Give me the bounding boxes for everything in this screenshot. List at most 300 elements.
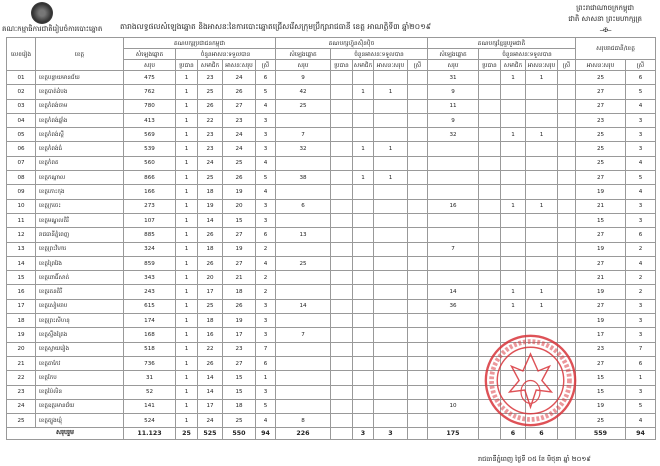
- cell-value: 32: [428, 128, 479, 142]
- row-number: 07: [7, 156, 36, 170]
- total-value: 94: [626, 428, 656, 440]
- national-motto: ជាតិ សាសនា ព្រះមហាក្សត្រ: [568, 15, 642, 23]
- cell-value: 1: [176, 314, 198, 328]
- cell-value: 23: [223, 113, 256, 127]
- cell-value: [353, 213, 374, 227]
- cell-value: [558, 156, 576, 170]
- cell-value: 2: [256, 242, 276, 256]
- cell-value: [353, 113, 374, 127]
- cell-value: 1: [374, 171, 408, 185]
- province-name: រាជធានីភ្នំពេញ: [36, 228, 124, 242]
- cell-value: 3: [626, 128, 656, 142]
- table-row: [7, 213, 656, 227]
- cell-value: 19: [576, 285, 626, 299]
- cell-value: [428, 156, 479, 170]
- province-name: ខេត្តបាត់ដំបង: [36, 85, 124, 99]
- cell-value: 569: [124, 128, 176, 142]
- cell-value: 4: [626, 185, 656, 199]
- cell-value: [558, 171, 576, 185]
- cell-value: 27: [576, 299, 626, 313]
- cell-value: [479, 199, 501, 213]
- cell-value: 5: [626, 171, 656, 185]
- cell-value: [374, 213, 408, 227]
- province-name: ខេត្តតាកែវ: [36, 356, 124, 370]
- cell-value: 1: [176, 142, 198, 156]
- cell-value: 26: [198, 356, 223, 370]
- cell-value: 26: [223, 171, 256, 185]
- total-value: [479, 428, 501, 440]
- cell-value: 3: [256, 314, 276, 328]
- row-number: 24: [7, 399, 36, 413]
- cell-value: 26: [198, 228, 223, 242]
- header-num: លេខរៀង: [7, 38, 36, 71]
- cell-value: 27: [223, 356, 256, 370]
- cell-value: 324: [124, 242, 176, 256]
- cell-value: 7: [626, 342, 656, 356]
- cell-value: [331, 299, 353, 313]
- row-number: 11: [7, 213, 36, 227]
- cell-value: [526, 242, 558, 256]
- cell-value: [353, 342, 374, 356]
- cell-value: 15: [223, 371, 256, 385]
- cell-value: 6: [626, 71, 656, 85]
- cell-value: [479, 85, 501, 99]
- cell-value: 25: [576, 142, 626, 156]
- cell-value: 17: [198, 399, 223, 413]
- province-name: ខេត្តព្រះសីហនុ: [36, 314, 124, 328]
- subheader-female: ស្រី: [256, 60, 276, 71]
- cell-value: 31: [428, 71, 479, 85]
- cell-value: 1: [374, 85, 408, 99]
- province-name: ខេត្តកោះកុង: [36, 185, 124, 199]
- cell-value: 1: [176, 113, 198, 127]
- cell-value: [526, 142, 558, 156]
- cell-value: 166: [124, 185, 176, 199]
- cell-value: 15: [223, 385, 256, 399]
- cell-value: 22: [198, 342, 223, 356]
- cell-value: [408, 342, 428, 356]
- cell-value: [374, 414, 408, 428]
- cell-value: [408, 156, 428, 170]
- cell-value: 1: [176, 213, 198, 227]
- cell-value: [558, 299, 576, 313]
- cell-value: 859: [124, 256, 176, 270]
- cell-value: 1: [526, 285, 558, 299]
- header-seats: ចំនួនអាសនៈទទួលបាន: [331, 49, 428, 60]
- cell-value: 3: [256, 199, 276, 213]
- subheader-seats-total: អាសនៈសរុប: [576, 60, 626, 71]
- cell-value: 1: [176, 399, 198, 413]
- cell-value: 560: [124, 156, 176, 170]
- cell-value: [353, 299, 374, 313]
- subheader-seats-total: អាសនៈសរុប: [374, 60, 408, 71]
- header-party-knup: គណបក្សខ្មែររួបរួមជាតិ: [428, 38, 576, 49]
- cell-value: 25: [276, 256, 331, 270]
- cell-value: [331, 128, 353, 142]
- cell-value: [353, 185, 374, 199]
- cell-value: 762: [124, 85, 176, 99]
- cell-value: [558, 213, 576, 227]
- cell-value: 1: [501, 299, 526, 313]
- cell-value: [526, 99, 558, 113]
- cell-value: [408, 299, 428, 313]
- cell-value: 539: [124, 142, 176, 156]
- cell-value: 4: [256, 156, 276, 170]
- cell-value: 19: [576, 185, 626, 199]
- cell-value: 22: [198, 113, 223, 127]
- table-row: [7, 242, 656, 256]
- cell-value: [479, 113, 501, 127]
- subheader-member: សមាជិក: [501, 60, 526, 71]
- cell-value: [558, 142, 576, 156]
- cell-value: 27: [223, 256, 256, 270]
- cell-value: [374, 113, 408, 127]
- table-row: [7, 271, 656, 285]
- header-votes: សំឡេងឆ្នោត: [124, 49, 176, 60]
- cell-value: 736: [124, 356, 176, 370]
- header-seats: ចំនួនអាសនៈទទួលបាន: [176, 49, 276, 60]
- cell-value: 615: [124, 299, 176, 313]
- cell-value: [331, 171, 353, 185]
- cell-value: 3: [256, 142, 276, 156]
- cell-value: [408, 371, 428, 385]
- province-name: ខេត្តស្ទឹងត្រែង: [36, 328, 124, 342]
- cell-value: 19: [198, 199, 223, 213]
- row-number: 21: [7, 356, 36, 370]
- cell-value: 15: [576, 371, 626, 385]
- cell-value: [501, 256, 526, 270]
- organization-name: គណៈកម្មាធិការជាតិរៀបចំការបោះឆ្នោត: [2, 25, 103, 33]
- cell-value: [331, 328, 353, 342]
- cell-value: [501, 85, 526, 99]
- cell-value: 26: [223, 85, 256, 99]
- header-grand-total: សរុបរាជធានី/ខេត្ត: [576, 38, 656, 60]
- total-value: [408, 428, 428, 440]
- cell-value: 17: [198, 285, 223, 299]
- cell-value: 343: [124, 271, 176, 285]
- cell-value: [276, 213, 331, 227]
- cell-value: [408, 199, 428, 213]
- cell-value: 26: [198, 99, 223, 113]
- cell-value: [276, 342, 331, 356]
- cell-value: 3: [256, 299, 276, 313]
- cell-value: 273: [124, 199, 176, 213]
- cell-value: 1: [353, 171, 374, 185]
- cell-value: [501, 113, 526, 127]
- subheader-female: ស្រី: [626, 60, 656, 71]
- cell-value: [276, 399, 331, 413]
- cell-value: 4: [256, 99, 276, 113]
- subheader-member: សមាជិក: [353, 60, 374, 71]
- cell-value: 24: [223, 71, 256, 85]
- cell-value: [353, 356, 374, 370]
- cell-value: 780: [124, 99, 176, 113]
- row-number: 18: [7, 314, 36, 328]
- cell-value: [501, 271, 526, 285]
- cell-value: 1: [176, 271, 198, 285]
- cell-value: [526, 256, 558, 270]
- cell-value: 25: [198, 299, 223, 313]
- cell-value: [408, 228, 428, 242]
- cell-value: [374, 128, 408, 142]
- cell-value: 27: [576, 356, 626, 370]
- province-name: ខេត្តកំពត: [36, 156, 124, 170]
- cell-value: [353, 99, 374, 113]
- cell-value: 7: [428, 242, 479, 256]
- cell-value: 1: [176, 285, 198, 299]
- cell-value: [331, 242, 353, 256]
- cell-value: 11: [428, 99, 479, 113]
- cell-value: [558, 128, 576, 142]
- cell-value: 23: [198, 128, 223, 142]
- subheader-president: ប្រធាន: [331, 60, 353, 71]
- cell-value: 6: [256, 71, 276, 85]
- row-number: 14: [7, 256, 36, 270]
- cell-value: [331, 385, 353, 399]
- table-row: [7, 128, 656, 142]
- cell-value: 3: [256, 328, 276, 342]
- cell-value: 1: [176, 299, 198, 313]
- document-title: តារាងលទ្ធផលសំឡេងឆ្នោត និងអាសនៈនៃការបោះឆ្នោតជ្រើសរើសក្រុមប្រឹក្សារាជធានី ខេត្ត អាណត្តិទី៣ ឆ្នាំ២០១៩: [120, 22, 432, 31]
- row-number: 12: [7, 228, 36, 242]
- cell-value: [331, 99, 353, 113]
- cell-value: 2: [626, 271, 656, 285]
- cell-value: 21: [576, 199, 626, 213]
- cell-value: 243: [124, 285, 176, 299]
- row-number: 23: [7, 385, 36, 399]
- cell-value: 25: [223, 414, 256, 428]
- row-number: 15: [7, 271, 36, 285]
- cell-value: 5: [626, 399, 656, 413]
- cell-value: 1: [353, 85, 374, 99]
- cell-value: 19: [576, 399, 626, 413]
- header-votes: សំឡេងឆ្នោត: [276, 49, 331, 60]
- cell-value: [501, 228, 526, 242]
- table-row: [7, 99, 656, 113]
- cell-value: 1: [176, 356, 198, 370]
- cell-value: 16: [198, 328, 223, 342]
- total-label: សរុបរួម: [7, 428, 124, 440]
- cell-value: [331, 199, 353, 213]
- cell-value: 9: [428, 85, 479, 99]
- cell-value: 14: [198, 371, 223, 385]
- cell-value: [374, 271, 408, 285]
- subheader-female: ស្រី: [408, 60, 428, 71]
- cell-value: 1: [526, 71, 558, 85]
- nec-logo: [31, 2, 53, 24]
- cell-value: [353, 314, 374, 328]
- cell-value: [408, 256, 428, 270]
- province-name: ខេត្តកំពង់ចាម: [36, 99, 124, 113]
- cell-value: [374, 228, 408, 242]
- cell-value: 3: [256, 113, 276, 127]
- cell-value: [501, 171, 526, 185]
- cell-value: [331, 85, 353, 99]
- cell-value: 24: [223, 128, 256, 142]
- cell-value: [479, 142, 501, 156]
- total-value: 3: [374, 428, 408, 440]
- cell-value: [526, 156, 558, 170]
- total-value: 559: [576, 428, 626, 440]
- cell-value: 4: [626, 414, 656, 428]
- cell-value: 3: [626, 113, 656, 127]
- cell-value: [353, 242, 374, 256]
- cell-value: 1: [176, 328, 198, 342]
- cell-value: [428, 271, 479, 285]
- cell-value: [408, 414, 428, 428]
- cell-value: 21: [576, 271, 626, 285]
- province-name: ខេត្តមណ្ឌលគិរី: [36, 213, 124, 227]
- cell-value: [408, 171, 428, 185]
- cell-value: [331, 314, 353, 328]
- subheader-seats-total: អាសនៈសរុប: [526, 60, 558, 71]
- cell-value: [479, 156, 501, 170]
- cell-value: [353, 156, 374, 170]
- cell-value: [353, 128, 374, 142]
- cell-value: 24: [198, 414, 223, 428]
- cell-value: 5: [256, 171, 276, 185]
- total-value: 175: [428, 428, 479, 440]
- official-stamp: [483, 333, 578, 428]
- cell-value: 107: [124, 213, 176, 227]
- province-name: ខេត្តសៀមរាប: [36, 299, 124, 313]
- total-value: 3: [353, 428, 374, 440]
- total-value: 525: [198, 428, 223, 440]
- row-number: 13: [7, 242, 36, 256]
- total-value: 25: [176, 428, 198, 440]
- cell-value: 1: [501, 285, 526, 299]
- signature-date: រាជធានីភ្នំពេញ ថ្ងៃទី ០៥ ខែ មិថុនា ឆ្នាំ ២០១៩: [478, 455, 591, 463]
- row-number: 25: [7, 414, 36, 428]
- total-row: [7, 428, 656, 440]
- row-number: 16: [7, 285, 36, 299]
- cell-value: [428, 171, 479, 185]
- cell-value: [408, 185, 428, 199]
- cell-value: 8: [276, 414, 331, 428]
- cell-value: 23: [576, 113, 626, 127]
- cell-value: 7: [276, 128, 331, 142]
- cell-value: [428, 256, 479, 270]
- subheader-member: សមាជិក: [198, 60, 223, 71]
- cell-value: [331, 414, 353, 428]
- cell-value: [331, 142, 353, 156]
- cell-value: 27: [576, 228, 626, 242]
- cell-value: [428, 213, 479, 227]
- cell-value: 2: [256, 285, 276, 299]
- cell-value: 4: [626, 99, 656, 113]
- cell-value: 4: [256, 414, 276, 428]
- cell-value: [558, 199, 576, 213]
- cell-value: [353, 328, 374, 342]
- cell-value: [374, 285, 408, 299]
- cell-value: [479, 99, 501, 113]
- cell-value: [479, 185, 501, 199]
- cell-value: 7: [256, 342, 276, 356]
- cell-value: [374, 342, 408, 356]
- cell-value: [331, 356, 353, 370]
- cell-value: [501, 242, 526, 256]
- cell-value: 23: [223, 342, 256, 356]
- cell-value: 1: [176, 156, 198, 170]
- cell-value: [408, 99, 428, 113]
- cell-value: 17: [223, 328, 256, 342]
- cell-value: [479, 285, 501, 299]
- cell-value: [374, 314, 408, 328]
- cell-value: 27: [223, 228, 256, 242]
- cell-value: 10: [428, 399, 479, 413]
- cell-value: [353, 199, 374, 213]
- cell-value: 27: [576, 256, 626, 270]
- kingdom-name: ព្រះរាជាណាចក្រកម្ពុជា: [576, 4, 635, 12]
- subheader-president: ប្រធាន: [479, 60, 501, 71]
- row-number: 19: [7, 328, 36, 342]
- cell-value: 38: [276, 171, 331, 185]
- cell-value: [558, 285, 576, 299]
- cell-value: [428, 314, 479, 328]
- cell-value: 475: [124, 71, 176, 85]
- cell-value: 26: [223, 299, 256, 313]
- table-row: [7, 256, 656, 270]
- total-value: 550: [223, 428, 256, 440]
- cell-value: [353, 71, 374, 85]
- cell-value: [479, 242, 501, 256]
- cell-value: 21: [223, 271, 256, 285]
- cell-value: [331, 371, 353, 385]
- cell-value: 1: [374, 142, 408, 156]
- cell-value: [408, 85, 428, 99]
- cell-value: 1: [176, 128, 198, 142]
- province-name: ខេត្តស្វាយរៀង: [36, 342, 124, 356]
- cell-value: [374, 399, 408, 413]
- cell-value: [479, 299, 501, 313]
- cell-value: 20: [223, 199, 256, 213]
- cell-value: 25: [576, 414, 626, 428]
- row-number: 02: [7, 85, 36, 99]
- cell-value: 27: [576, 99, 626, 113]
- cell-value: 15: [223, 213, 256, 227]
- cell-value: [331, 156, 353, 170]
- kingdom-heading: [568, 3, 642, 36]
- cell-value: 1: [176, 414, 198, 428]
- table-row: [7, 314, 656, 328]
- cell-value: [428, 142, 479, 156]
- cell-value: 27: [576, 85, 626, 99]
- cell-value: [408, 356, 428, 370]
- cell-value: 1: [256, 371, 276, 385]
- province-name: ខេត្តពោធិ៍សាត់: [36, 271, 124, 285]
- province-name: ខេត្តកំពង់ស្ពឺ: [36, 128, 124, 142]
- cell-value: 6: [256, 356, 276, 370]
- cell-value: [408, 285, 428, 299]
- cell-value: [428, 328, 479, 342]
- cell-value: 18: [223, 285, 256, 299]
- cell-value: 3: [626, 385, 656, 399]
- cell-value: 23: [198, 142, 223, 156]
- cell-value: [331, 271, 353, 285]
- total-value: 6: [501, 428, 526, 440]
- cell-value: [526, 271, 558, 285]
- cell-value: 18: [198, 242, 223, 256]
- cell-value: [408, 142, 428, 156]
- cell-value: [331, 113, 353, 127]
- total-value: 11.123: [124, 428, 176, 440]
- cell-value: 25: [576, 128, 626, 142]
- cell-value: [276, 156, 331, 170]
- cell-value: [331, 256, 353, 270]
- row-number: 04: [7, 113, 36, 127]
- cell-value: [374, 256, 408, 270]
- cell-value: [276, 242, 331, 256]
